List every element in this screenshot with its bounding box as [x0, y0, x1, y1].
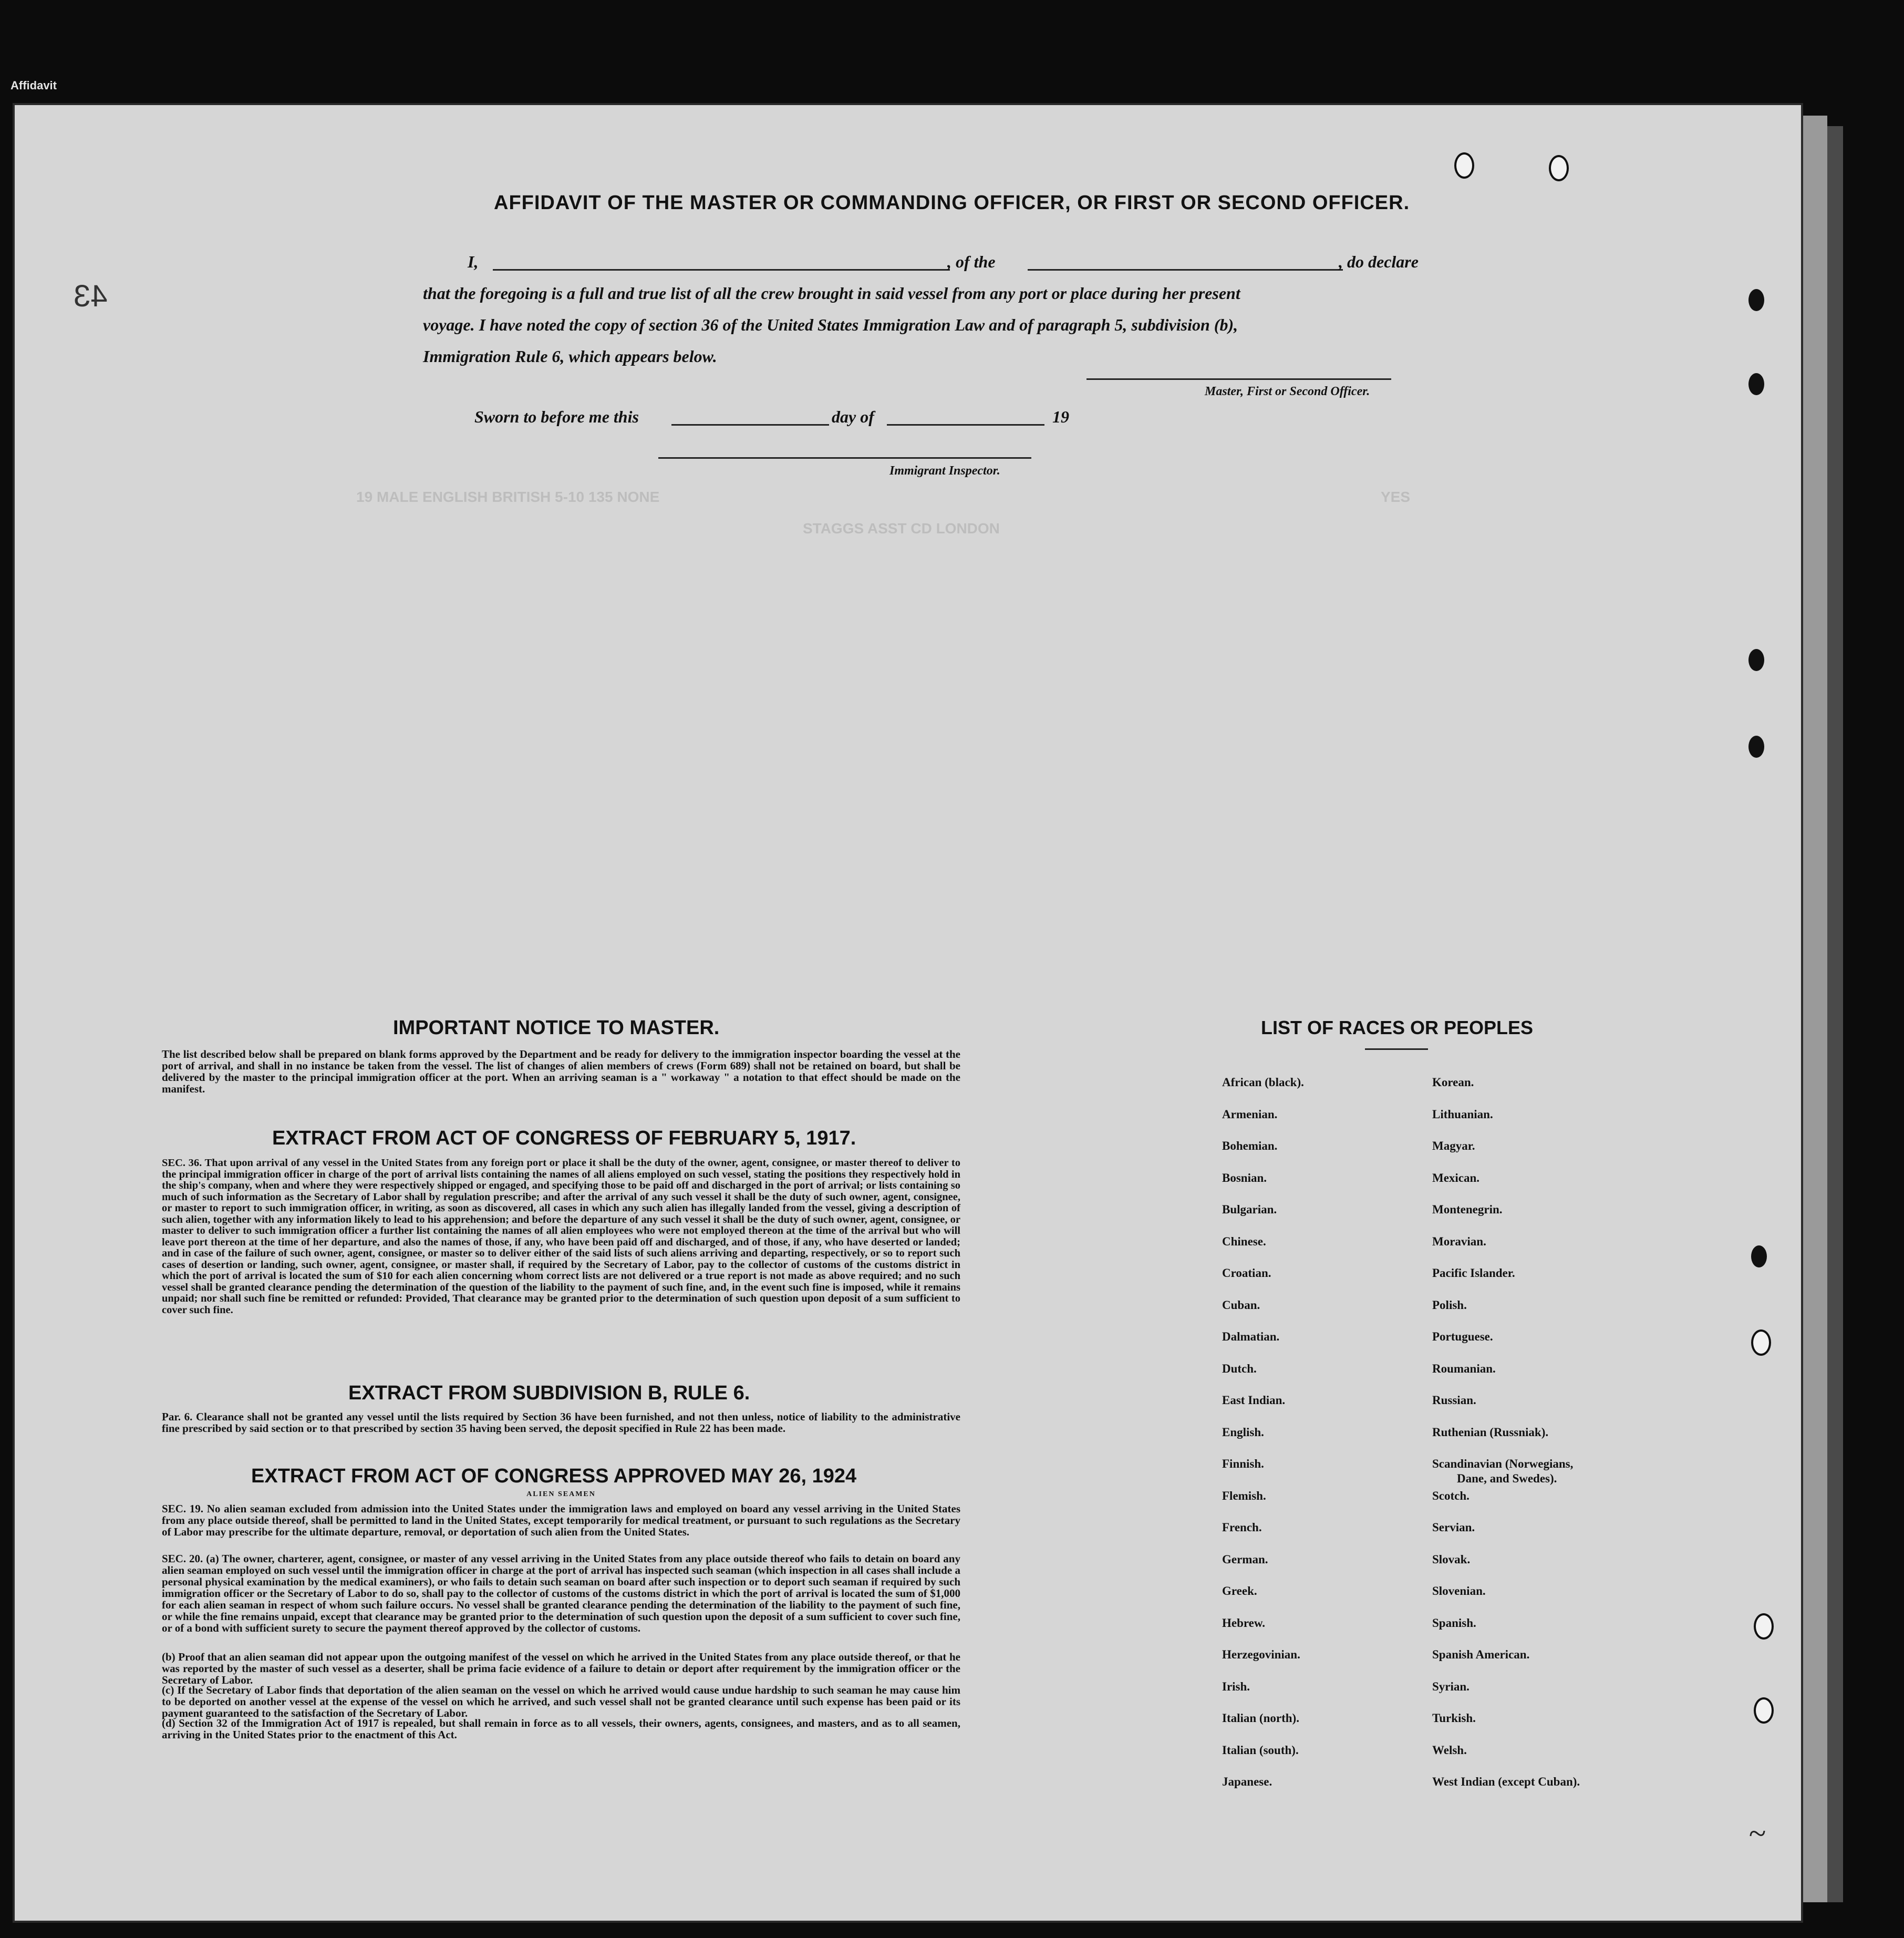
master-signature-line	[1086, 378, 1391, 380]
bleed-through-text: STAGGS ASST CD LONDON	[803, 520, 1000, 537]
page-number: 43	[74, 279, 108, 313]
punch-hole	[1549, 155, 1569, 181]
race-item: Syrian.	[1432, 1679, 1470, 1693]
extract-1924-title: EXTRACT FROM ACT OF CONGRESS APPROVED MAY 26, 1924	[251, 1465, 857, 1487]
extract-1917-title: EXTRACT FROM ACT OF CONGRESS OF FEBRUARY 5, 1917.	[272, 1127, 856, 1149]
sec-20c-text: (c) If the Secretary of Labor finds that deportation of the alien seaman on the vessel on which he arrived would cause undue hardship to such seaman he may cause him to be deported on another vessel at the expense of the vessel on which he arrived, and such vessel shall not be granted clearance until such expense has been paid or its payment guaranteed to the satisfaction of the Secretary of Labor.	[162, 1684, 960, 1719]
race-item: Bulgarian.	[1222, 1203, 1277, 1216]
race-item: Turkish.	[1432, 1712, 1476, 1725]
punch-hole	[1748, 649, 1764, 671]
race-item: Dalmatian.	[1222, 1330, 1280, 1343]
race-item: Irish.	[1222, 1679, 1250, 1693]
race-item: Flemish.	[1222, 1489, 1266, 1502]
notice-title: IMPORTANT NOTICE TO MASTER.	[393, 1017, 720, 1039]
affidavit-line2: that the foregoing is a full and true list of all the crew brought in said vessel from any port or place during her present	[423, 284, 1240, 303]
race-item: Japanese.	[1222, 1775, 1272, 1788]
punch-hole	[1754, 1697, 1774, 1724]
inspector-signature-line	[658, 457, 1031, 459]
race-item: Moravian.	[1432, 1234, 1486, 1248]
race-item: Pacific Islander.	[1432, 1266, 1515, 1280]
sec-20d-text: (d) Section 32 of the Immigration Act of 1917 is repealed, but shall remain in force as to all vessels, their owners, agents, consignees, and masters, and as to all seamen, arriving in the United States prior to the enactment of this Act.	[162, 1717, 960, 1741]
races-title-rule	[1365, 1048, 1428, 1050]
race-item: Slovak.	[1432, 1552, 1471, 1566]
sworn-text: Sworn to before me this	[474, 407, 639, 426]
race-item: Lithuanian.	[1432, 1107, 1493, 1121]
notice-text: The list described below shall be prepared on blank forms approved by the Department and be ready for delivery to the immigration inspector boarding the vessel at the port of arrival, and shall in no instance be taken from the vessel. The list of changes of alien members of crews (Form 689) shall not be retained on board, but shall be delivered by the master to the principal immigration officer at the port. When an arriving seaman is a " workaway " a notation to that effect should be made on the manifest.	[162, 1048, 960, 1095]
race-item: Finnish.	[1222, 1457, 1264, 1470]
race-item: Italian (north).	[1222, 1712, 1299, 1725]
race-item: Armenian.	[1222, 1107, 1278, 1121]
month-blank	[887, 424, 1044, 426]
vessel-blank	[1028, 269, 1343, 271]
extract-1924-subtitle: ALIEN SEAMEN	[526, 1490, 596, 1498]
race-item: Spanish American.	[1432, 1648, 1530, 1661]
race-item: Spanish.	[1432, 1616, 1476, 1630]
bleed-through-text: 19 MALE ENGLISH BRITISH 5-10 135 NONE	[356, 489, 660, 505]
race-item: Bohemian.	[1222, 1139, 1278, 1152]
race-item: Scandinavian (Norwegians,	[1432, 1457, 1574, 1470]
race-item: Croatian.	[1222, 1266, 1271, 1280]
document-page	[15, 105, 1801, 1921]
race-item: German.	[1222, 1552, 1268, 1566]
subdivision-b-text: Par. 6. Clearance shall not be granted any vessel until the lists required by Section 36 have been furnished, and not then unless, notice of liability to the administrative fine prescribed by said section or to that prescribed by section 35 having been served, the deposit specified in Rule 22 has been made.	[162, 1410, 960, 1435]
race-item: Montenegrin.	[1432, 1203, 1503, 1216]
race-item: Italian (south).	[1222, 1743, 1299, 1757]
race-item: French.	[1222, 1521, 1262, 1534]
race-item: Magyar.	[1432, 1139, 1475, 1152]
punch-hole	[1751, 1245, 1767, 1267]
punch-hole	[1748, 736, 1764, 758]
bleed-through-text: YES	[1381, 489, 1411, 505]
race-item: Chinese.	[1222, 1234, 1266, 1248]
race-item: East Indian.	[1222, 1394, 1286, 1407]
inspector-label: Immigrant Inspector.	[889, 464, 1000, 478]
races-title: LIST OF RACES OR PEOPLES	[1261, 1017, 1534, 1038]
race-item: Roumanian.	[1432, 1362, 1496, 1375]
punch-hole	[1751, 1329, 1771, 1356]
subdivision-b-title: EXTRACT FROM SUBDIVISION B, RULE 6.	[348, 1382, 750, 1404]
sworn-day-blank	[671, 424, 829, 426]
affidavit-of-the: , of the	[947, 252, 996, 271]
year-text: 19	[1052, 407, 1069, 426]
sec-19-text: SEC. 19. No alien seaman excluded from admission into the United States under the immigration laws and employed on board any vessel arriving in the United States from any place outside thereof, shall be permitted to land in the United States, except temporarily for medical treatment, or pursuant to such regulations as the Secretary of Labor may prescribe for the ultimate departure, removal, or deportation of such alien from the United States.	[162, 1502, 960, 1538]
race-item: African (black).	[1222, 1076, 1304, 1089]
day-of-text: day of	[832, 407, 874, 426]
race-item: Dutch.	[1222, 1362, 1257, 1375]
race-item: Hebrew.	[1222, 1616, 1265, 1630]
race-item: Bosnian.	[1222, 1171, 1267, 1184]
master-label: Master, First or Second Officer.	[1205, 385, 1370, 398]
name-blank	[493, 269, 950, 271]
handwritten-mark: ~	[1748, 1816, 1766, 1851]
affidavit-declare: , do declare	[1339, 252, 1419, 271]
punch-hole	[1454, 152, 1474, 179]
race-item: Welsh.	[1432, 1743, 1467, 1757]
race-item: Mexican.	[1432, 1171, 1480, 1184]
sec-20a-text: SEC. 20. (a) The owner, charterer, agent, consignee, or master of any vessel arriving in the United States from any place outside thereof who fails to detain on board any alien seaman employed on such vessel until the immigration officer in charge at the port of arrival has inspected such seaman (which inspection in all cases shall include a personal physical examination by the medical examiners), or who fails to detain such seaman on board after such inspection or to deport such seaman if required by such immigration officer or the Secretary of Labor to do so, shall pay to the collector of customs of the customs district in which the port of arrival is located the sum of $1,000 for each alien seaman in respect of whom such failure occurs. No vessel shall be granted clearance pending the determination of the liability to the payment of such fine, or while the fine remains unpaid, except that clearance may be granted prior to the determination of such question upon the deposit of a sum sufficient to cover such fine, or of a bond with sufficient surety to secure the payment thereof approved by the collector of customs.	[162, 1552, 960, 1634]
race-item: Scotch.	[1432, 1489, 1470, 1502]
race-item: West Indian (except Cuban).	[1432, 1775, 1580, 1788]
affidavit-i: I,	[468, 252, 479, 271]
affidavit-line4: Immigration Rule 6, which appears below.	[423, 347, 717, 366]
race-item: Greek.	[1222, 1584, 1257, 1597]
race-item: Korean.	[1432, 1076, 1474, 1089]
sheet-edge	[1801, 116, 1827, 1902]
sec-20b-text: (b) Proof that an alien seaman did not appear upon the outgoing manifest of the vessel on which he arrived in the United States from any place outside thereof, or that he was reported by the master of such vessel as a deserter, shall be prima facie evidence of a failure to detain or deport after requirement by the immigration officer or the Secretary of Labor.	[162, 1651, 960, 1686]
race-item: Russian.	[1432, 1394, 1476, 1407]
race-item: Portuguese.	[1432, 1330, 1493, 1343]
race-item: Dane, and Swedes).	[1457, 1471, 1557, 1485]
punch-hole	[1754, 1613, 1774, 1640]
race-item: Cuban.	[1222, 1298, 1260, 1312]
sheet-edge-shadow	[1827, 126, 1843, 1902]
race-item: Polish.	[1432, 1298, 1467, 1312]
race-item: English.	[1222, 1425, 1264, 1439]
race-item: Ruthenian (Russniak).	[1432, 1425, 1549, 1439]
race-item: Slovenian.	[1432, 1584, 1486, 1597]
top-strip-text: Affidavit	[11, 79, 57, 92]
race-item: Herzegovinian.	[1222, 1648, 1300, 1661]
affidavit-line3: voyage. I have noted the copy of section 36 of the United States Immigration Law and of paragraph 5, subdivision (b),	[423, 315, 1238, 334]
race-item: Servian.	[1432, 1521, 1475, 1534]
affidavit-title: AFFIDAVIT OF THE MASTER OR COMMANDING OFFICER, OR FIRST OR SECOND OFFICER.	[494, 192, 1410, 214]
extract-1917-text: SEC. 36. That upon arrival of any vessel in the United States from any foreign port or place it shall be the duty of the owner, agent, consignee, or master thereof to deliver to the principal immigration officer in charge of the port of arrival lists containing the names of all aliens employed on such vessel, stating the positions they respectively hold in the ship's company, when and where they were respectively shipped or engaged, and specifying those to be paid off and discharged in the port of arrival; or lists containing so much of such information as the Secretary of Labor shall by regulation prescribe; and after the arrival of any such vessel it shall be the duty of such owner, agent, consignee, or master to report to such immigration officer, in writing, as soon as discovered, all cases in which any such alien has illegally landed from the vessel, giving a description of such alien, together with any information likely to lead to his apprehension; and before the departure of any such vessel it shall be the duty of such owner, agent, consignee, or master to deliver to such immigration officer a further list containing the names of all alien employees who were not employed thereon at the time of the arrival but who will leave port thereon at the time of her departure, and also the names of those, if any, who have been paid off and discharged, and of those, if any, who have deserted or landed; and in case of the failure of such owner, agent, consignee, or master so to deliver either of the said lists of such aliens arriving and departing, respectively, or so to report such cases of desertion or landing, such owner, agent, consignee, or master shall, if required by the Secretary of Labor, pay to the collector of customs of the customs district in which the port of arrival is located the sum of $10 for each alien concerning whom correct lists are not delivered or a true report is not made as above required; and no such vessel shall be granted clearance pending the determination of the question of the liability to the payment of such fine, and, in the event such fine is imposed, while it remains unpaid; nor shall such fine be remitted or refunded: Provided, That clearance may be granted prior to the determination of such question upon deposit of a sum sufficient to cover such fine.	[162, 1157, 960, 1316]
punch-hole	[1748, 373, 1764, 395]
punch-hole	[1748, 289, 1764, 311]
